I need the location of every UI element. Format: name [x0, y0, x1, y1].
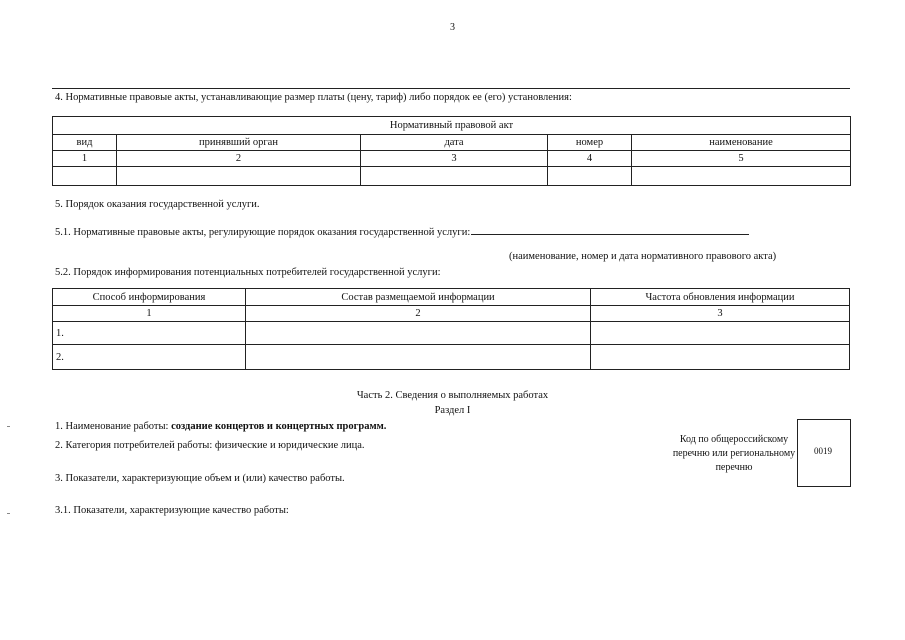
table-cell	[246, 322, 591, 345]
column-header-method: Способ информирования	[53, 289, 246, 306]
page-number: 3	[450, 22, 455, 33]
part-2-title: Часть 2. Сведения о выполняемых работах	[356, 390, 549, 401]
table-row	[53, 135, 851, 151]
column-number: 2	[117, 151, 361, 167]
top-rule	[52, 88, 850, 89]
section-5-title: 5. Порядок оказания государственной услуги.	[55, 199, 260, 210]
section-5-1	[55, 224, 749, 238]
table-cell	[591, 322, 850, 345]
table-row	[53, 289, 850, 306]
table-row	[53, 345, 850, 370]
column-number: 1	[53, 306, 246, 322]
table-cell	[246, 345, 591, 370]
row-label: 2.	[53, 345, 246, 370]
column-header-name: наименование	[632, 135, 851, 151]
column-number: 3	[591, 306, 850, 322]
part-2-item-3-1: 3.1. Показатели, характеризующие качество работы:	[55, 505, 289, 516]
column-header-content: Состав размещаемой информации	[246, 289, 591, 306]
column-number: 5	[632, 151, 851, 167]
section-5-2: 5.2. Порядок информирования потенциальных потребителей государственной услуги:	[55, 267, 441, 278]
legal-acts-table	[52, 116, 851, 186]
table-cell	[632, 167, 851, 186]
registry-code-label: Код по общероссийскому перечню или региональному перечню	[672, 434, 796, 473]
column-header-number: номер	[548, 135, 632, 151]
table-cell	[361, 167, 548, 186]
column-number: 3	[361, 151, 548, 167]
fill-in-line	[471, 224, 749, 235]
section-4-title: 4. Нормативные правовые акты, устанавливающие размер платы (цену, тариф) либо порядок ее (его) установления:	[55, 92, 572, 103]
column-number: 4	[548, 151, 632, 167]
table-cell	[548, 167, 632, 186]
part-2-item-3: 3. Показатели, характеризующие объем и (или) качество работы.	[55, 473, 345, 484]
part-2-item-1	[55, 421, 386, 432]
margin-mark	[7, 513, 10, 514]
information-table	[52, 288, 850, 370]
column-number: 2	[246, 306, 591, 322]
table-cell	[591, 345, 850, 370]
work-name-label: 1. Наименование работы:	[55, 421, 172, 432]
column-header-type: вид	[53, 135, 117, 151]
section-5-1-label: 5.1. Нормативные правовые акты, регулирующие порядок оказания государственной услуги:	[55, 227, 471, 238]
column-number: 1	[53, 151, 117, 167]
column-header-frequency: Частота обновления информации	[591, 289, 850, 306]
table-cell	[117, 167, 361, 186]
part-2-item-2: 2. Категория потребителей работы: физические и юридические лица.	[55, 440, 365, 451]
table-row	[53, 151, 851, 167]
table-row	[53, 322, 850, 345]
section-5-1-caption: (наименование, номер и дата нормативного правового акта)	[509, 251, 777, 262]
registry-code-value: 0019	[814, 446, 832, 456]
column-header-date: дата	[361, 135, 548, 151]
column-header-authority: принявший орган	[117, 135, 361, 151]
legal-acts-header: Нормативный правовой акт	[53, 117, 851, 135]
table-cell	[53, 167, 117, 186]
row-label: 1.	[53, 322, 246, 345]
margin-mark	[7, 426, 10, 427]
work-name-value: создание концертов и концертных программ.	[171, 421, 387, 432]
table-row	[53, 167, 851, 186]
part-2-section: Раздел I	[434, 405, 471, 416]
table-row	[53, 306, 850, 322]
